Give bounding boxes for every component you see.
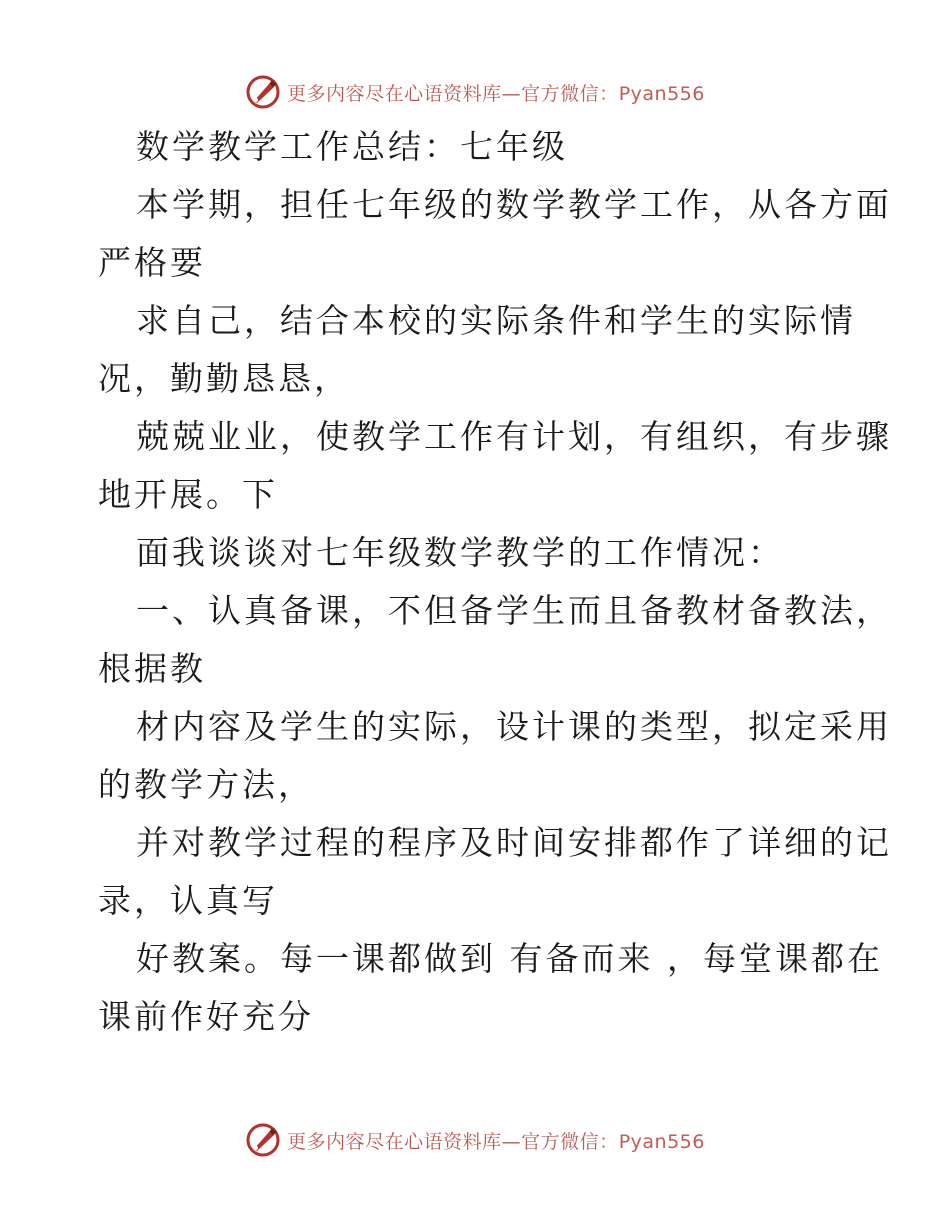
paragraph-line: 好教案。每一课都做到 有备而来 ，每堂课都在 <box>136 939 883 978</box>
paragraph-line: 录，认真写 <box>98 881 278 920</box>
wechat-label: 官方微信： <box>521 82 619 105</box>
document-title: 数学教学工作总结：七年级 <box>136 127 568 166</box>
paragraph-line: 的教学方法， <box>98 765 314 804</box>
wechat-handle: Pyan556 <box>618 1130 705 1153</box>
paragraph-line: 并对教学过程的程序及时间安排都作了详细的记 <box>136 823 892 862</box>
paragraph-line: 兢兢业业，使教学工作有计划，有组织，有步骤 <box>136 417 892 456</box>
header-banner <box>0 72 950 112</box>
paragraph-line: 根据教 <box>98 649 206 688</box>
paragraph-line: 求自己，结合本校的实际条件和学生的实际情 <box>136 301 856 340</box>
paragraph-line: 况，勤勤恳恳， <box>98 359 350 398</box>
footer-banner <box>0 1120 950 1160</box>
paragraph-line: 面我谈谈对七年级数学教学的工作情况： <box>136 533 784 572</box>
banner-text <box>287 79 705 106</box>
paragraph-line: 课前作好充分 <box>98 997 314 1036</box>
wechat-label: 官方微信： <box>521 1130 619 1153</box>
fountain-pen-logo-icon <box>245 1122 281 1158</box>
site-slogan: 更多内容尽在心语资料库 <box>287 1130 502 1153</box>
site-slogan: 更多内容尽在心语资料库 <box>287 82 502 105</box>
banner-text <box>287 1127 705 1154</box>
paragraph-line: 一、认真备课，不但备学生而且备教材备教法， <box>136 591 892 630</box>
paragraph-line: 严格要 <box>98 243 206 282</box>
document-body <box>98 118 892 1046</box>
wechat-handle: Pyan556 <box>618 82 705 105</box>
paragraph-line: 地开展。下 <box>98 475 278 514</box>
paragraph-line: 材内容及学生的实际，设计课的类型，拟定采用 <box>136 707 892 746</box>
fountain-pen-logo-icon <box>245 74 281 110</box>
paragraph-line: 本学期，担任七年级的数学教学工作，从各方面 <box>136 185 892 224</box>
banner-dash: — <box>501 1130 522 1153</box>
banner-dash: — <box>501 82 522 105</box>
